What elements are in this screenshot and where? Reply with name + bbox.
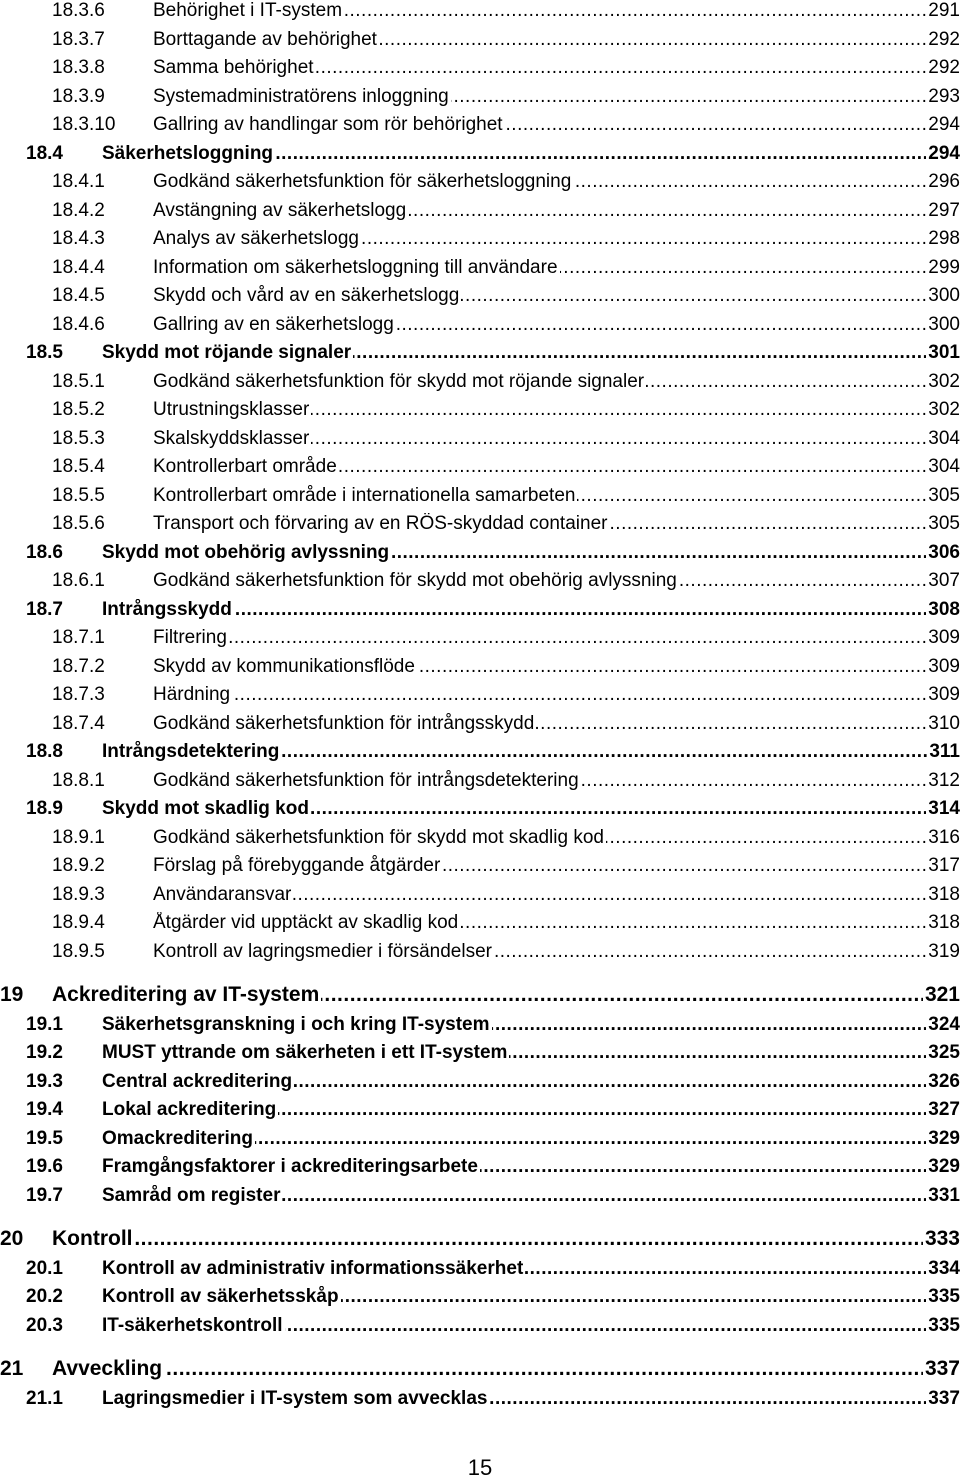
toc-entry-number: 18.5 [26,342,63,363]
toc-entry-number: 19.6 [26,1156,63,1177]
toc-entry-title-text: Förslag på förebyggande åtgärder [153,855,441,876]
toc-entry-page: 327 [928,1099,960,1120]
toc-entry-title [153,285,926,307]
toc-entry[interactable] [0,1227,960,1251]
toc-entry-title-text: Kontroll av lagringsmedier i försändelser [153,940,492,962]
toc-entry-page: 309 [928,684,960,705]
toc-entry-title-text: Godkänd säkerhetsfunktion för intrångsdetektering [153,769,579,791]
toc-entry-title [153,428,926,450]
toc-entry-number: 18.4.2 [52,199,105,221]
toc-entry[interactable] [52,86,960,108]
toc-entry-number: 18.3.10 [52,114,116,135]
toc-entry[interactable] [26,1071,960,1093]
toc-entry-number: 20.1 [26,1257,63,1279]
toc-entry-title [102,1156,926,1178]
toc-entry-title-text: Samma behörighet [153,57,314,78]
toc-entry-page: 333 [924,1227,960,1250]
toc-entry-title [102,1185,926,1207]
toc-entry[interactable] [26,1286,960,1308]
toc-entry-page: 326 [928,1070,960,1092]
toc-entry-title-text: Kontroll av administrativ informationssäkerhet [102,1257,524,1279]
toc-entry[interactable] [26,1185,960,1207]
toc-entry-title [102,1315,926,1337]
toc-entry-number: 18.4.4 [52,256,105,278]
toc-entry-title [153,570,926,592]
toc-entry-title-text: Godkänd säkerhetsfunktion för säkerhetsloggning [153,171,572,192]
toc-entry-number: 18.4.5 [52,285,105,306]
toc-entry-title-text: Samråd om register [102,1184,281,1206]
page-number: 15 [467,1455,493,1480]
toc-entry-number: 18.9.5 [52,940,105,962]
toc-entry-title-text: Avveckling [52,1357,163,1380]
toc-entry-number: 18.7 [26,598,63,620]
toc-entry-title [153,257,926,279]
toc-entry[interactable] [52,0,960,22]
toc-entry[interactable] [52,485,960,507]
toc-entry-number: 19.4 [26,1099,63,1120]
toc-entry-title [153,171,926,193]
toc-entry-title-text: Intrångsdetektering [102,741,280,762]
toc-entry[interactable] [52,827,960,849]
toc-entry-title-text: Härdning [153,684,231,705]
toc-entry-title [153,57,926,79]
toc-entry-page: 325 [928,1042,960,1063]
toc-entry[interactable] [26,342,960,364]
toc-entry-page: 337 [924,1357,960,1380]
toc-entry-title [102,143,926,165]
toc-entry[interactable] [26,143,960,165]
toc-entry-page: 294 [928,142,960,164]
toc-entry[interactable] [52,200,960,222]
toc-entry-title [52,1227,923,1251]
toc-entry-number: 18.5.4 [52,456,105,477]
toc-entry-title [102,342,926,364]
toc-entry-title [102,1258,926,1280]
toc-entry-title [153,656,926,678]
toc-entry-title-text: Avstängning av säkerhetslogg [153,199,407,221]
toc-entry-title [52,1357,923,1381]
toc-entry-title [153,884,926,906]
toc-entry-title-text: Ackreditering av IT-system [52,983,320,1006]
toc-entry-title-text: MUST yttrande om säkerheten i ett IT-system [102,1042,508,1063]
toc-entry-title [102,1128,926,1150]
toc-entry-page: 305 [928,513,960,534]
toc-entry-page: 309 [928,655,960,677]
toc-entry-title-text: Godkänd säkerhetsfunktion för skydd mot röjande signaler [153,370,645,392]
toc-entry-number: 18.3.6 [52,0,105,21]
toc-entry-page: 302 [928,370,960,392]
toc-entry[interactable] [26,542,960,564]
toc-entry-title-text: Information om säkerhetsloggning till användare [153,256,558,278]
toc-entry-number: 18.9.3 [52,883,105,905]
toc-entry-number: 18.5.6 [52,513,105,534]
toc-entry-number: 18.8.1 [52,769,105,791]
toc-entry-page: 310 [928,712,960,734]
toc-entry-page: 314 [928,798,960,819]
toc-entry-title-text: Central ackreditering [102,1070,293,1092]
toc-entry-title-text: Kontrollerbart område i internationella samarbeten [153,484,576,506]
toc-entry-number: 20 [0,1227,24,1250]
toc-entry-page: 335 [928,1286,960,1307]
toc-entry-title [52,983,923,1007]
toc-entry-title [102,599,926,621]
toc-entry-number: 18.5.1 [52,370,105,392]
toc-entry-title [153,86,926,108]
toc-entry-page: 300 [928,313,960,335]
toc-entry-page: 331 [928,1184,960,1206]
toc-entry[interactable] [52,884,960,906]
toc-entry-number: 18.5.5 [52,484,105,506]
toc-entry-page: 299 [928,256,960,278]
toc-entry-page: 297 [928,199,960,221]
toc-entry-title [102,542,926,564]
toc-entry[interactable] [52,656,960,678]
toc-entry-page: 318 [928,912,960,933]
toc-entry-title [102,798,926,820]
toc-entry[interactable] [26,1315,960,1337]
toc-entry-title [153,485,926,507]
toc-entry[interactable] [52,627,960,649]
toc-entry-title [102,1014,926,1036]
toc-entry-page: 291 [928,0,960,21]
toc-entry-number: 18.5.2 [52,399,105,420]
toc-entry[interactable] [26,1388,960,1410]
toc-entry-number: 18.8 [26,741,63,762]
toc-entry-title-text: Skydd mot röjande signaler [102,342,352,363]
toc-entry[interactable] [52,171,960,193]
toc-entry-page: 307 [928,570,960,591]
toc-entry-page: 300 [928,285,960,306]
toc-entry-page: 308 [928,598,960,620]
toc-entry-number: 18.9 [26,798,63,819]
toc-entry[interactable] [52,399,960,421]
toc-entry-number: 18.3.7 [52,28,105,50]
toc-entry-page: 337 [928,1387,960,1409]
toc-entry-page: 292 [928,28,960,50]
toc-entry-title-text: Lokal ackreditering [102,1099,277,1120]
toc-entry-number: 18.5.3 [52,427,105,449]
toc-entry[interactable] [52,228,960,250]
toc-entry-title [102,1042,926,1064]
toc-entry-title [153,399,926,421]
toc-entry-title-text: Säkerhetsgranskning i och kring IT-system [102,1013,490,1035]
toc-entry[interactable] [26,1014,960,1036]
toc-entry-title-text: Skydd mot skadlig kod [102,798,309,819]
toc-entry[interactable] [26,599,960,621]
toc-entry-page: 301 [928,342,960,363]
toc-entry[interactable] [52,456,960,478]
toc-entry-number: 18.4.1 [52,171,105,192]
toc-entry-number: 20.2 [26,1286,63,1307]
toc-entry-number: 18.6 [26,541,63,563]
toc-entry[interactable] [0,1357,960,1381]
toc-entry-number: 18.7.3 [52,684,105,705]
toc-entry[interactable] [52,114,960,136]
toc-entry-title-text: Framgångsfaktorer i ackrediteringsarbete [102,1156,478,1177]
toc-entry[interactable] [26,1156,960,1178]
toc-entry-title-text: Kontrollerbart område [153,456,337,477]
toc-entry-title-text: Omackreditering [102,1127,253,1149]
toc-entry[interactable] [26,798,960,820]
toc-entry-title [102,1286,926,1308]
toc-entry-title-text: Filtrering [153,627,227,648]
toc-entry-title [153,684,926,706]
toc-entry-title [153,314,926,336]
toc-entry-page: 305 [928,484,960,506]
toc-entry[interactable] [52,285,960,307]
toc-entry[interactable] [26,1128,960,1150]
toc-entry[interactable] [52,855,960,877]
toc-entry-page: 335 [928,1314,960,1336]
toc-entry[interactable] [26,1258,960,1280]
toc-entry[interactable] [52,428,960,450]
toc-entry-page: 319 [928,940,960,962]
toc-entry[interactable] [52,371,960,393]
toc-entry-title [153,713,926,735]
toc-entry-page: 329 [928,1156,960,1177]
toc-entry[interactable] [52,513,960,535]
toc-entry-number: 19 [0,983,24,1006]
toc-entry-title [153,827,926,849]
toc-entry-number: 18.9.1 [52,826,105,848]
toc-entry-title-text: Godkänd säkerhetsfunktion för skydd mot skadlig kod [153,826,604,848]
toc-entry-number: 18.3.9 [52,85,105,107]
toc-entry[interactable] [52,570,960,592]
toc-entry-title-text: Godkänd säkerhetsfunktion för skydd mot obehörig avlyssning [153,570,677,591]
toc-entry-title-text: Skydd mot obehörig avlyssning [102,541,390,563]
toc-entry-title-text: Transport och förvaring av en RÖS-skyddad container [153,513,608,534]
toc-entry-number: 18.9.2 [52,855,105,876]
toc-entry-number: 18.7.2 [52,655,105,677]
toc-entry-title [153,114,926,136]
toc-entry-number: 19.3 [26,1070,63,1092]
toc-entry-title-text: Systemadministratörens inloggning [153,85,449,107]
toc-entry-title-text: Intrångsskydd [102,598,232,620]
toc-entry[interactable] [26,1042,960,1064]
toc-entry[interactable] [52,314,960,336]
toc-entry-number: 18.4 [26,142,63,164]
toc-entry-page: 317 [928,855,960,876]
toc-entry-title [102,1071,926,1093]
toc-entry-title-text: Gallring av en säkerhetslogg [153,313,394,335]
toc-entry-number: 18.4.6 [52,313,105,335]
toc-entry-title-text: Användaransvar [153,883,292,905]
toc-entry-title-text: IT-säkerhetskontroll [102,1314,283,1336]
toc-entry-page: 312 [928,769,960,791]
toc-entry[interactable] [52,941,960,963]
toc-entry-title-text: Borttagande av behörighet [153,28,377,50]
toc-entry-page: 293 [928,85,960,107]
toc-entry-title-text: Godkänd säkerhetsfunktion för intrångsskydd [153,712,535,734]
toc-entry-title [153,456,926,478]
toc-entry-title-text: Lagringsmedier i IT-system som avvecklas [102,1387,488,1409]
toc-entry-number: 18.3.8 [52,57,105,78]
toc-entry-page: 316 [928,826,960,848]
toc-entry-page: 318 [928,883,960,905]
toc-entry-title [153,855,926,877]
toc-entry-number: 19.7 [26,1184,63,1206]
toc-entry-title-text: Gallring av handlingar som rör behörighet [153,114,503,135]
toc-entry[interactable] [52,713,960,735]
toc-entry-page: 302 [928,399,960,420]
toc-entry-title-text: Analys av säkerhetslogg [153,228,359,249]
toc-entry-title [153,228,926,250]
toc-entry-title-text: Säkerhetsloggning [102,142,274,164]
toc-entry-title [153,29,926,51]
toc-entry-title [153,200,926,222]
toc-entry[interactable] [0,983,960,1007]
toc-entry-page: 311 [929,741,960,762]
toc-entry[interactable] [52,57,960,79]
toc-entry-number: 21.1 [26,1387,63,1409]
toc-entry-title-text: Kontroll [52,1227,133,1250]
toc-entry-number: 19.1 [26,1013,63,1035]
toc-entry-page: 306 [928,541,960,563]
toc-entry-title [153,371,926,393]
toc-entry[interactable] [52,684,960,706]
toc-entry-title [153,770,926,792]
toc-entry-number: 18.4.3 [52,228,105,249]
toc-entry-title [153,912,926,934]
toc-entry-number: 19.2 [26,1042,63,1063]
toc-entry[interactable] [26,741,960,763]
toc-entry-title-text: Åtgärder vid upptäckt av skadlig kod [153,912,459,933]
toc-entry-page: 304 [928,427,960,449]
toc-entry-number: 20.3 [26,1314,63,1336]
toc-entry-number: 21 [0,1357,24,1380]
toc-entry-page: 296 [928,171,960,192]
toc-entry[interactable] [52,257,960,279]
toc-entry[interactable] [26,1099,960,1121]
toc-entry-title [153,0,926,22]
toc-entry-page: 329 [928,1127,960,1149]
toc-entry-title-text: Kontroll av säkerhetsskåp [102,1286,339,1307]
toc-entry[interactable] [52,29,960,51]
toc-entry-page: 304 [928,456,960,477]
toc-entry-page: 321 [924,983,960,1006]
toc-entry-title [102,741,927,763]
toc-entry-number: 19.5 [26,1127,63,1149]
toc-entry-title [153,627,926,649]
toc-entry-number: 18.7.4 [52,712,105,734]
toc-entry[interactable] [52,912,960,934]
toc-entry-title-text: Skydd av kommunikationsflöde [153,655,415,677]
toc-entry-title [102,1099,926,1121]
toc-entry-title [153,513,926,535]
toc-entry-title-text: Behörighet i IT-system [153,0,343,21]
toc-entry-title-text: Utrustningsklasser [153,399,310,420]
toc-entry-page: 294 [928,114,960,135]
toc-entry-title-text: Skalskyddsklasser [153,427,310,449]
toc-entry-page: 324 [928,1013,960,1035]
toc-entry-page: 334 [928,1257,960,1279]
toc-entry-number: 18.9.4 [52,912,105,933]
toc-entry-page: 298 [928,228,960,249]
toc-entry-number: 18.6.1 [52,570,105,591]
toc-entry-title [102,1388,926,1410]
toc-entry-title [153,941,926,963]
toc-entry-title-text: Skydd och vård av en säkerhetslogg [153,285,460,306]
toc-entry-number: 18.7.1 [52,627,105,648]
toc-entry-page: 292 [928,57,960,78]
toc-entry[interactable] [52,770,960,792]
toc-entry-page: 309 [928,627,960,648]
